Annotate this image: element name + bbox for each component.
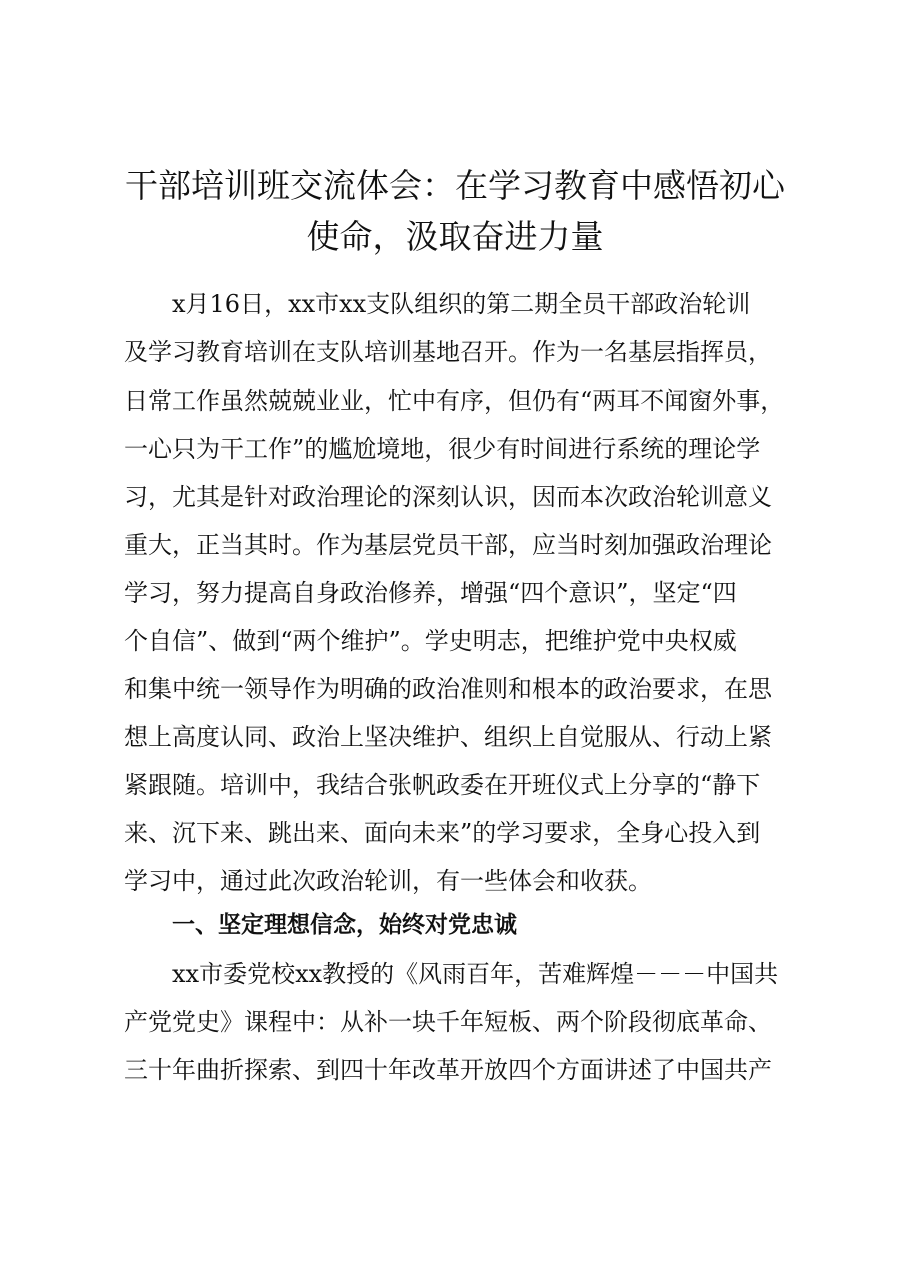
paragraph-line: 产党党史》课程中：从补一块千年短板、两个阶段彻底革命、 [124,1008,772,1036]
paragraph-line: 想上高度认同、政治上坚决维护、组织上自觉服从、行动上紧 [124,723,772,751]
paragraph-line: 三十年曲折探索、到四十年改革开放四个方面讲述了中国共产 [124,1056,772,1084]
paragraph-line: 个自信”、做到“两个维护”。学史明志，把维护党中央权威 [124,627,737,655]
section-heading: 一、坚定理想信念，始终对党忠诚 [172,912,517,938]
paragraph-line: 和集中统一领导作为明确的政治准则和根本的政治要求，在思 [124,675,772,703]
document-title [110,160,800,262]
title-line-2: 使命，汲取奋进力量 [306,217,604,256]
paragraph-line: 紧跟随。培训中，我结合张帆政委在开班仪式上分享的“静下 [124,771,761,799]
paragraph-line: 日常工作虽然兢兢业业，忙中有序，但仍有“两耳不闻窗外事， [124,387,785,415]
paragraph-line: 重大，正当其时。作为基层党员干部，应当时刻加强政治理论 [124,531,772,559]
paragraph-line: 一心只为干工作”的尴尬境地，很少有时间进行系统的理论学 [124,435,761,463]
paragraph-line: xx市委党校xx教授的《风雨百年，苦难辉煌－－－中国共 [172,960,779,988]
paragraph-line: 习，尤其是针对政治理论的深刻认识，因而本次政治轮训意义 [124,483,772,511]
paragraph-line: 来、沉下来、跳出来、面向未来”的学习要求，全身心投入到 [124,819,761,847]
paragraph-line: 及学习教育培训在支队培训基地召开。作为一名基层指挥员， [124,338,772,366]
paragraph-line: 学习，努力提高自身政治修养，增强“四个意识”，坚定“四 [124,579,737,607]
paragraph-line: x月16日，xx市xx支队组织的第二期全员干部政治轮训 [172,290,751,318]
paragraph-line: 学习中，通过此次政治轮训，有一些体会和收获。 [124,867,652,895]
title-line-1: 干部培训班交流体会：在学习教育中感悟初心 [125,166,785,205]
